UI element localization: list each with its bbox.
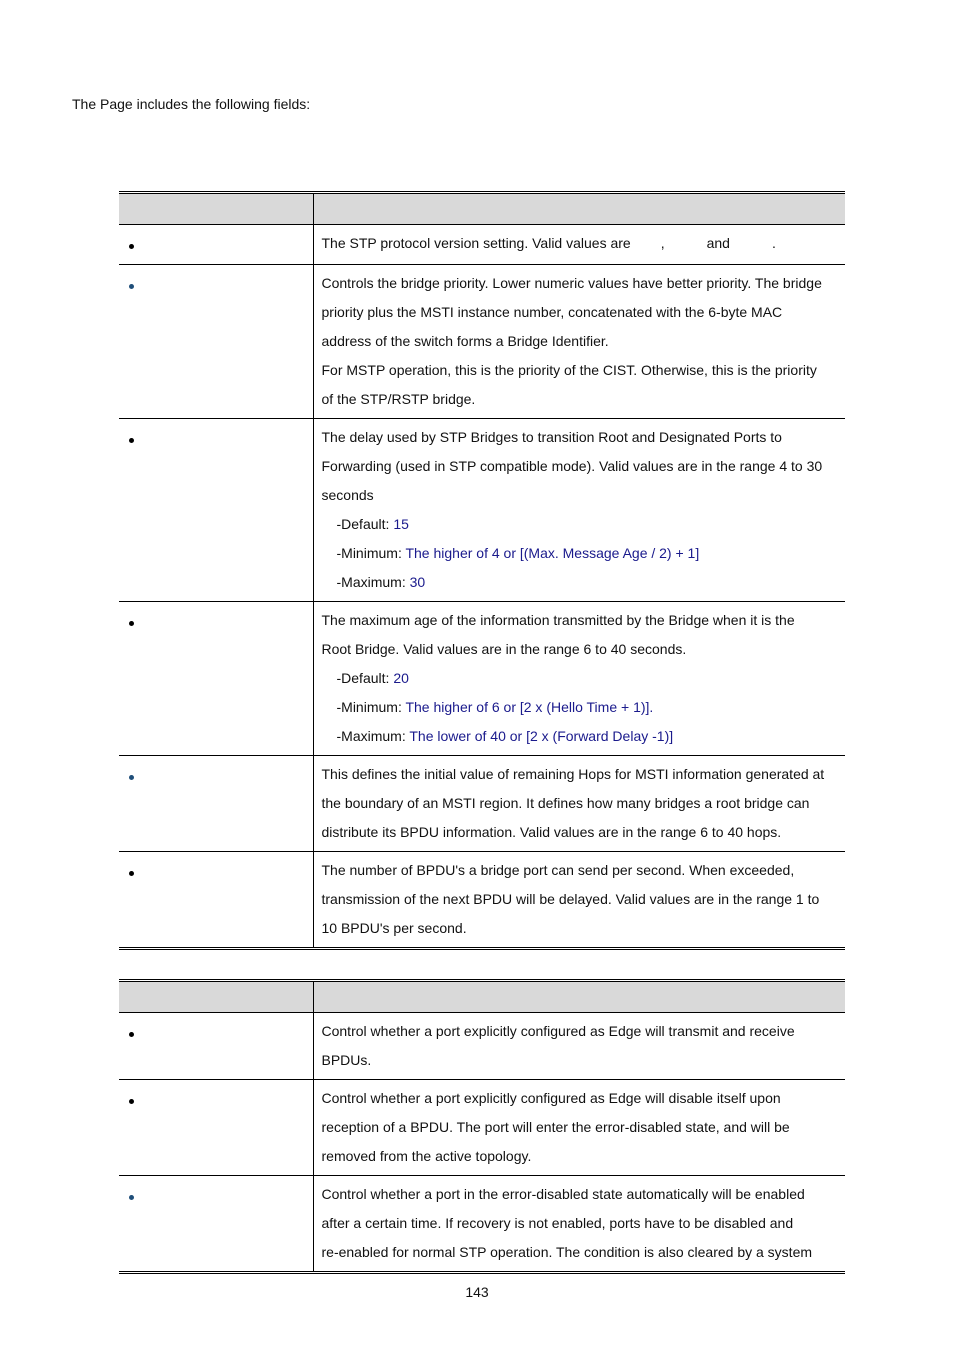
desc-line: re-enabled for normal STP operation. The condition is also cleared by a system (321, 1244, 813, 1260)
bullet-icon (129, 1032, 134, 1037)
bullet-icon (129, 1099, 134, 1104)
description-cell (313, 419, 845, 602)
object-cell (119, 1176, 313, 1273)
desc-line: priority plus the MSTI instance number, concatenated with the 6-byte MAC (321, 304, 783, 320)
desc-part: , (660, 235, 665, 251)
desc-line: 10 BPDU's per second. (321, 920, 467, 936)
table-row (119, 265, 845, 419)
desc-part: The STP protocol version setting. Valid values are (321, 235, 631, 251)
description-cell (313, 1013, 845, 1080)
object-header (119, 193, 313, 225)
description-header (313, 193, 845, 225)
default-value-line: -Default: 20 (336, 670, 409, 686)
bullet-icon (129, 244, 134, 249)
description-cell (313, 852, 845, 949)
desc-line: The maximum age of the information transmitted by the Bridge when it is the (321, 612, 795, 628)
desc-line: For MSTP operation, this is the priority of the CIST. Otherwise, this is the priority (321, 362, 817, 378)
maximum-value-line: -Maximum: The lower of 40 or [2 x (Forward Delay -1)] (336, 728, 674, 744)
bridge-settings-table (119, 191, 845, 950)
description-cell (313, 756, 845, 852)
desc-line: The number of BPDU's a bridge port can send per second. When exceeded, (321, 862, 795, 878)
description-header (313, 981, 845, 1013)
table-row (119, 1013, 845, 1080)
bullet-icon (129, 871, 134, 876)
desc-line: the boundary of an MSTI region. It defines how many bridges a root bridge can (321, 795, 810, 811)
object-cell (119, 225, 313, 265)
desc-line: address of the switch forms a Bridge Identifier. (321, 333, 609, 349)
bullet-icon (129, 284, 134, 289)
table-row (119, 1176, 845, 1273)
description-cell (313, 602, 845, 756)
object-cell (119, 1080, 313, 1176)
minimum-value-line: -Minimum: The higher of 4 or [(Max. Message Age / 2) + 1] (336, 545, 700, 561)
bullet-icon (129, 621, 134, 626)
default-value: 15 (393, 516, 409, 532)
desc-line: The delay used by STP Bridges to transition Root and Designated Ports to (321, 429, 782, 445)
default-value: 20 (393, 670, 409, 686)
desc-line: Control whether a port explicitly configured as Edge will disable itself upon (321, 1090, 781, 1106)
table-row (119, 1080, 845, 1176)
object-cell (119, 602, 313, 756)
desc-part: . (771, 235, 776, 251)
desc-line: removed from the active topology. (321, 1148, 532, 1164)
maximum-value: 30 (409, 574, 426, 590)
bullet-icon (129, 438, 134, 443)
desc-line: after a certain time. If recovery is not enabled, ports have to be disabled and (321, 1215, 794, 1231)
minimum-value: The higher of 6 or [2 x (Hello Time + 1)]. (405, 699, 654, 715)
minimum-value-line: -Minimum: The higher of 6 or [2 x (Hello Time + 1)]. (336, 699, 654, 715)
table-row (119, 852, 845, 949)
table-header-row (119, 981, 845, 1013)
desc-part: and (706, 235, 730, 251)
description-cell (313, 225, 845, 265)
desc-line: Control whether a port in the error-disabled state automatically will be enabled (321, 1186, 805, 1202)
table-row (119, 756, 845, 852)
object-cell (119, 756, 313, 852)
desc-line: BPDUs. (321, 1052, 372, 1068)
object-header (119, 981, 313, 1013)
object-cell (119, 1013, 313, 1080)
bullet-icon (129, 1195, 134, 1200)
object-cell (119, 852, 313, 949)
bpdu-settings-table (119, 979, 845, 1274)
table-row (119, 602, 845, 756)
table-row (119, 225, 845, 265)
maximum-value: The lower of 40 or [2 x (Forward Delay -1)] (409, 728, 674, 744)
desc-line: distribute its BPDU information. Valid values are in the range 6 to 40 hops. (321, 824, 782, 840)
description-cell (313, 1176, 845, 1273)
description-cell (313, 265, 845, 419)
object-cell (119, 265, 313, 419)
page-number: 143 (465, 1284, 489, 1300)
maximum-value-line: -Maximum: 30 (336, 574, 426, 590)
desc-line: Controls the bridge priority. Lower numeric values have better priority. The bridge (321, 275, 822, 291)
desc-line: This defines the initial value of remaining Hops for MSTI information generated at (321, 766, 825, 782)
desc-line: of the STP/RSTP bridge. (321, 391, 476, 407)
default-value-line: -Default: 15 (336, 516, 409, 532)
table-row (119, 419, 845, 602)
desc-line: seconds (321, 487, 374, 503)
object-cell (119, 419, 313, 602)
desc-line: Root Bridge. Valid values are in the range 6 to 40 seconds. (321, 641, 687, 657)
desc-line: Control whether a port explicitly configured as Edge will transmit and receive (321, 1023, 795, 1039)
minimum-value: The higher of 4 or [(Max. Message Age / 2) + 1] (405, 545, 700, 561)
description-cell (313, 1080, 845, 1176)
intro-text: The Page includes the following fields: (72, 96, 311, 112)
bullet-icon (129, 775, 134, 780)
desc-line: transmission of the next BPDU will be delayed. Valid values are in the range 1 to (321, 891, 820, 907)
desc-line: Forwarding (used in STP compatible mode). Valid values are in the range 4 to 30 (321, 458, 823, 474)
desc-line: reception of a BPDU. The port will enter the error-disabled state, and will be (321, 1119, 790, 1135)
table-header-row (119, 193, 845, 225)
